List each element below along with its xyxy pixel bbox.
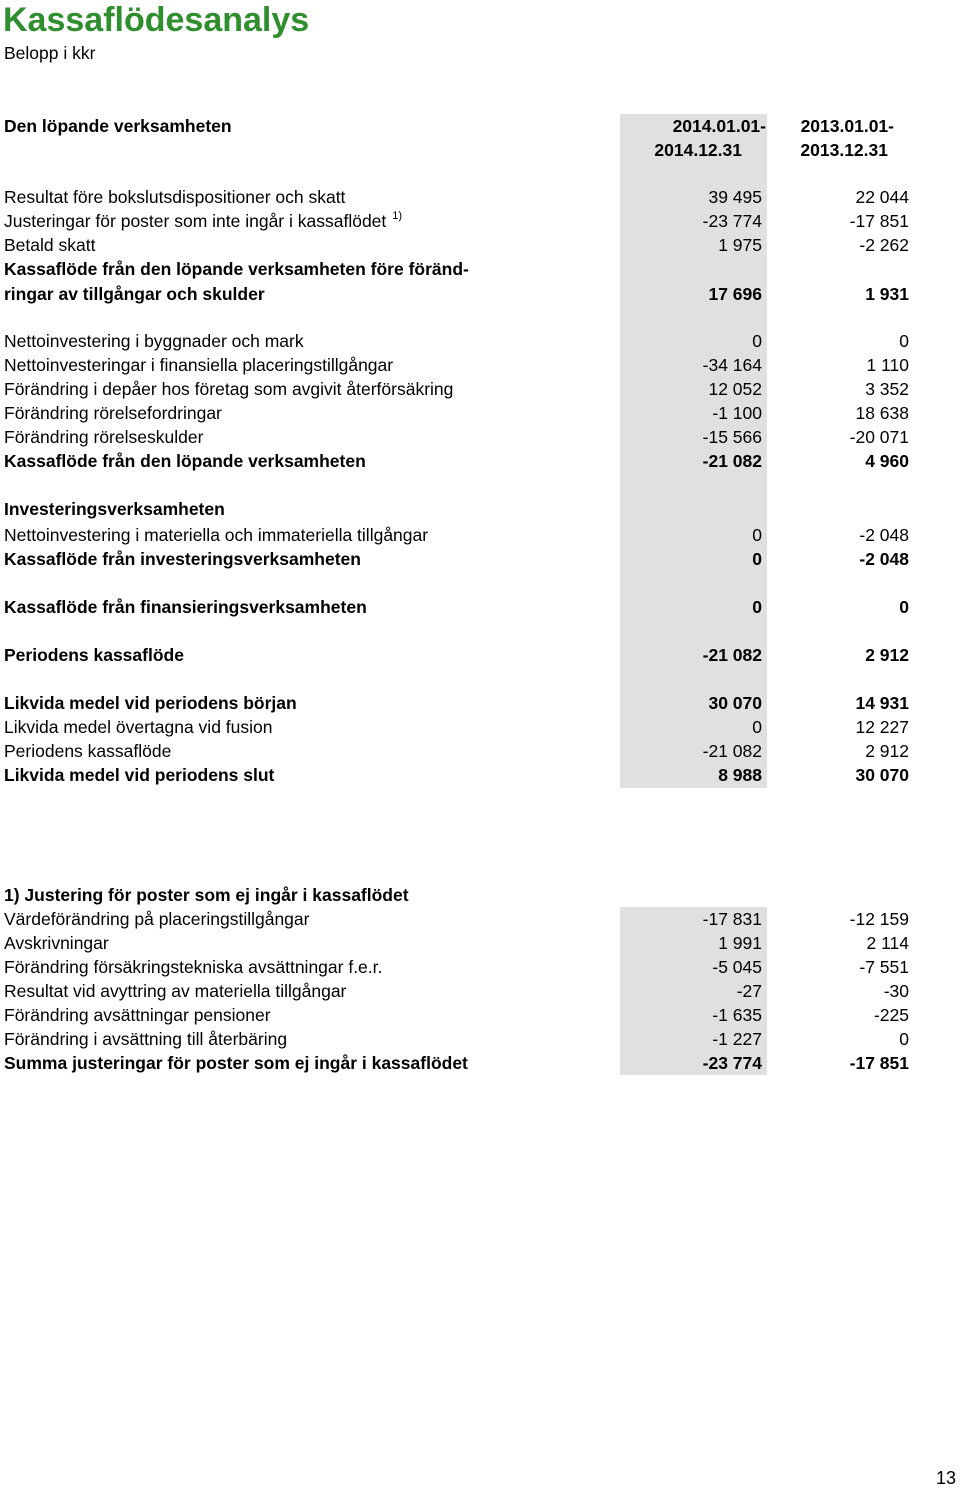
row-label: ringar av tillgångar och skulder (4, 284, 265, 304)
note-row (0, 979, 960, 1003)
row-label: Summa justeringar för poster som ej ingår i kassaflödet (4, 1053, 468, 1073)
note-row (0, 931, 960, 955)
row-value-2014: 17 696 (708, 284, 762, 304)
row-label: Förändring rörelsefordringar (4, 403, 222, 423)
table-row (0, 233, 960, 257)
table-row (0, 715, 960, 739)
row-value-2014: 30 070 (708, 693, 762, 713)
row-value-2013: -2 048 (859, 525, 909, 545)
row-label: Kassaflöde från finansieringsverksamheten (4, 597, 367, 617)
table-row (0, 425, 960, 449)
row-label: Betald skatt (4, 235, 96, 255)
row-value-2014: -23 774 (702, 1053, 762, 1073)
row-value-2013: 30 070 (855, 765, 909, 785)
row-value-2014: -17 831 (702, 909, 762, 929)
table-row (0, 257, 960, 281)
row-value-2014: 39 495 (708, 187, 762, 207)
row-value-2013: -20 071 (849, 427, 909, 447)
row-label-text: Justeringar för poster som inte ingår i kassaflödet (4, 211, 387, 231)
row-label: Likvida medel vid periodens slut (4, 765, 275, 785)
table-row (0, 523, 960, 547)
note-row (0, 955, 960, 979)
row-label (4, 209, 402, 233)
col2-period-end: 2013.12.31 (800, 140, 888, 160)
note-row (0, 907, 960, 931)
row-value-2013: 12 227 (855, 717, 909, 737)
row-value-2013: 0 (899, 597, 909, 617)
row-value-2013: 1 110 (866, 355, 909, 375)
row-value-2013: 3 352 (865, 379, 909, 399)
row-label: Värdeförändring på placeringstillgångar (4, 909, 310, 929)
table-row (0, 643, 960, 667)
row-value-2013: -17 851 (849, 211, 909, 231)
row-value-2014: 0 (752, 717, 762, 737)
row-value-2013: 2 114 (866, 933, 909, 953)
row-value-2013: 2 912 (865, 645, 909, 665)
row-value-2014: 0 (752, 549, 762, 569)
section-heading-label: Den löpande verksamheten (4, 116, 232, 136)
row-label: Kassaflöde från den löpande verksamheten (4, 451, 366, 471)
row-label: Avskrivningar (4, 933, 109, 953)
note-heading (0, 883, 960, 907)
section-heading-investing (0, 497, 960, 521)
row-value-2013: -225 (873, 1005, 909, 1025)
row-label: Förändring i avsättning till återbäring (4, 1029, 288, 1049)
row-value-2014: -34 164 (702, 355, 762, 375)
row-value-2014: -23 774 (702, 211, 762, 231)
col2-period-start: 2013.01.01- (800, 116, 894, 136)
row-value-2013: -2 262 (859, 235, 909, 255)
row-value-2013: 14 931 (855, 693, 909, 713)
row-value-2014: -21 082 (702, 451, 762, 471)
table-row (0, 209, 960, 233)
row-value-2013: -30 (883, 981, 909, 1001)
row-value-2013: -12 159 (849, 909, 909, 929)
table-row (0, 449, 960, 473)
row-label: Nettoinvestering i byggnader och mark (4, 331, 304, 351)
row-label: Nettoinvesteringar i finansiella placeringstillgångar (4, 355, 394, 375)
table-row (0, 739, 960, 763)
row-value-2014: -1 227 (712, 1029, 762, 1049)
col1-period-end: 2014.12.31 (654, 140, 742, 160)
row-label: Resultat vid avyttring av materiella tillgångar (4, 981, 347, 1001)
note-heading-label: 1) Justering för poster som ej ingår i kassaflödet (4, 885, 409, 905)
row-value-2014: -15 566 (702, 427, 762, 447)
currency-unit-note: Belopp i kkr (4, 43, 96, 63)
row-value-2013: -7 551 (859, 957, 909, 977)
row-value-2014: 0 (752, 331, 762, 351)
note-row (0, 1027, 960, 1051)
row-value-2014: -21 082 (702, 645, 762, 665)
table-row (0, 547, 960, 571)
row-value-2014: 8 988 (718, 765, 762, 785)
row-value-2014: 0 (752, 525, 762, 545)
row-value-2013: 4 960 (865, 451, 909, 471)
table-row (0, 329, 960, 353)
page-number: 13 (935, 1468, 956, 1488)
row-value-2014: 1 975 (718, 235, 762, 255)
table-row (0, 185, 960, 209)
row-value-2014: 12 052 (708, 379, 762, 399)
row-value-2013: 0 (899, 331, 909, 351)
page-title: Kassaflödesanalys (3, 1, 310, 39)
row-label: Förändring avsättningar pensioner (4, 1005, 271, 1025)
row-label: Periodens kassaflöde (4, 741, 172, 761)
table-row (0, 691, 960, 715)
row-label: Likvida medel övertagna vid fusion (4, 717, 273, 737)
row-value-2013: 22 044 (855, 187, 909, 207)
table-row (0, 595, 960, 619)
row-value-2013: -17 851 (849, 1053, 909, 1073)
row-value-2014: 1 991 (718, 933, 762, 953)
row-value-2014: -1 100 (712, 403, 762, 423)
footnote-marker: 1) (392, 210, 403, 222)
row-value-2013: 1 931 (865, 284, 909, 304)
note-row (0, 1051, 960, 1075)
row-label: Likvida medel vid periodens början (4, 693, 297, 713)
row-value-2013: 0 (899, 1029, 909, 1049)
row-value-2013: 18 638 (855, 403, 909, 423)
col1-period-start: 2014.01.01- (672, 116, 766, 136)
note-row (0, 1003, 960, 1027)
row-label: Resultat före bokslutsdispositioner och skatt (4, 187, 346, 207)
table-row (0, 763, 960, 787)
row-label: Periodens kassaflöde (4, 645, 184, 665)
row-label: Nettoinvestering i materiella och immateriella tillgångar (4, 525, 429, 545)
row-label: Förändring i depåer hos företag som avgivit återförsäkring (4, 379, 454, 399)
table-row (0, 282, 960, 306)
row-value-2013: -2 048 (859, 549, 909, 569)
row-value-2014: -27 (736, 981, 762, 1001)
row-value-2013: 2 912 (865, 741, 909, 761)
table-row (0, 353, 960, 377)
row-value-2014: -21 082 (702, 741, 762, 761)
table-row (0, 401, 960, 425)
row-label: Kassaflöde från investeringsverksamheten (4, 549, 361, 569)
row-label: Förändring försäkringstekniska avsättningar f.e.r. (4, 957, 383, 977)
row-label: Investeringsverksamheten (4, 499, 225, 519)
row-label: Kassaflöde från den löpande verksamheten före föränd- (4, 259, 469, 279)
table-row (0, 377, 960, 401)
row-value-2014: -1 635 (712, 1005, 762, 1025)
row-label: Förändring rörelseskulder (4, 427, 204, 447)
row-value-2014: 0 (752, 597, 762, 617)
row-value-2014: -5 045 (712, 957, 762, 977)
